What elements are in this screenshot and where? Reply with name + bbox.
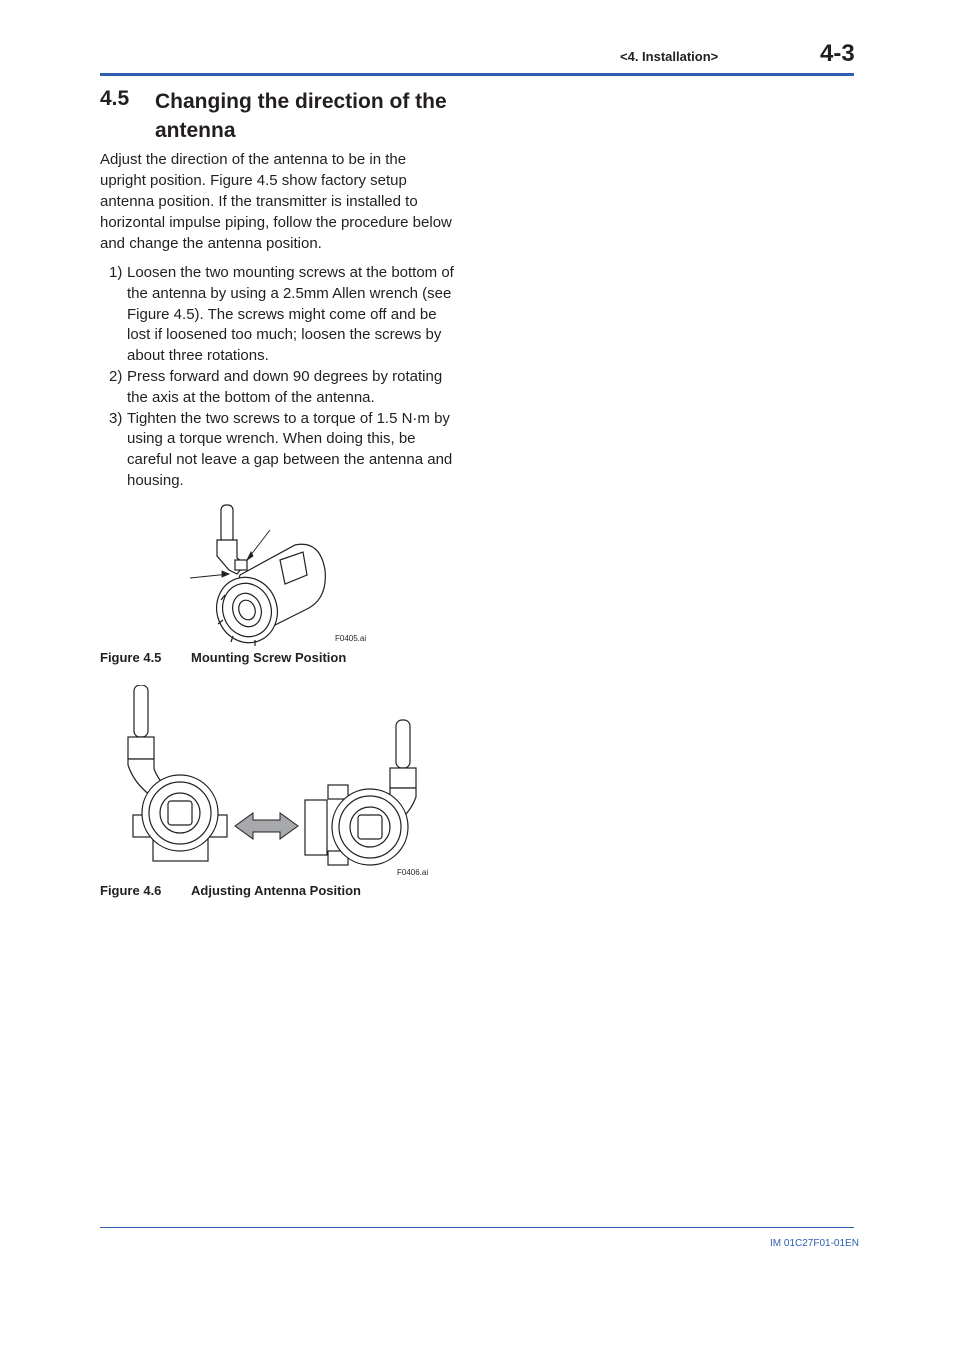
figure-file-tag: F0406.ai	[397, 868, 429, 877]
document-number: IM 01C27F01-01EN	[770, 1238, 859, 1249]
section-number: 4.5	[100, 87, 130, 110]
section-title: Changing the direction of the antenna	[155, 90, 447, 142]
header-section-label: <4. Installation>	[620, 49, 719, 64]
step-number: 3)	[109, 409, 123, 427]
header-rule	[100, 73, 854, 76]
procedure-steps	[100, 263, 455, 492]
antenna-position-figure	[120, 685, 440, 870]
intro-paragraph: Adjust the direction of the antenna to be in the upright position. Figure 4.5 show factory setup antenna position. If the transmitter is installed to horizontal impulse piping, follow the procedure below and change the antenna position.	[100, 151, 452, 252]
footer-rule	[100, 1227, 854, 1228]
figure-number: Figure 4.5	[100, 650, 162, 665]
step-text: Press forward and down 90 degrees by rotating the axis at the bottom of the antenna.	[127, 367, 443, 406]
step-item	[100, 409, 455, 492]
page-number: 4-3	[820, 40, 855, 67]
figure-caption: Mounting Screw Position	[191, 650, 347, 665]
figure-caption: Adjusting Antenna Position	[191, 883, 361, 898]
figure-file-tag: F0405.ai	[335, 634, 367, 643]
step-number: 1)	[109, 264, 123, 281]
step-item	[100, 367, 455, 409]
step-item	[100, 263, 455, 367]
figure-number: Figure 4.6	[100, 883, 162, 898]
step-text: Loosen the two mounting screws at the bottom of the antenna by using a 2.5mm Allen wrench (see Figure 4.5). The screws might come off and be lost if loosened too much; loosen the screws by about three rotations.	[127, 264, 454, 365]
step-text: Tighten the two screws to a torque of 1.5 N·m by using a torque wrench. When doing this, be careful not leave a gap between the antenna and housing.	[127, 409, 453, 489]
step-number: 2)	[109, 367, 123, 385]
mounting-screw-figure	[185, 500, 385, 650]
